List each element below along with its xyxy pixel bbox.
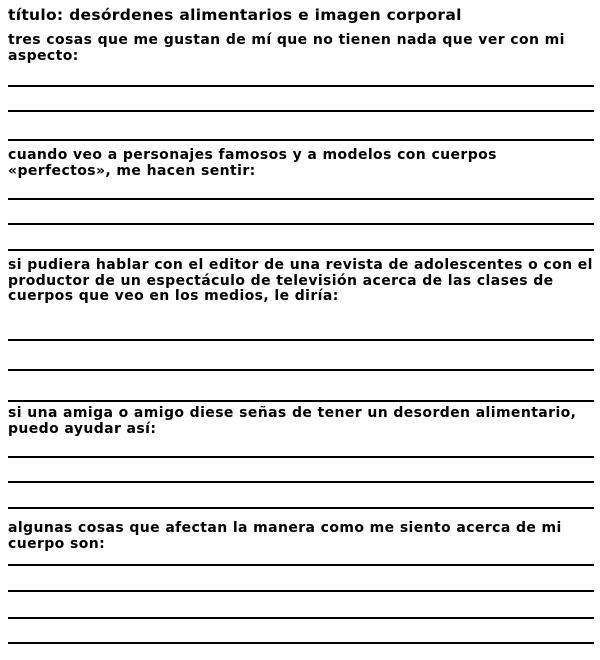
answer-line-2-2[interactable] <box>8 223 594 225</box>
prompt-2: cuando veo a personajes famosos y a modelos con cuerpos «perfectos», me hacen sentir: <box>8 147 497 179</box>
answer-line-1-2[interactable] <box>8 110 594 112</box>
prompt-5: algunas cosas que afectan la manera como me siento acerca de mi cuerpo son: <box>8 520 562 552</box>
answer-line-5-4[interactable] <box>8 642 594 644</box>
answer-line-1-3[interactable] <box>8 139 594 141</box>
answer-line-2-1[interactable] <box>8 198 594 200</box>
answer-line-1-1[interactable] <box>8 85 594 87</box>
answer-line-2-3[interactable] <box>8 249 594 251</box>
answer-line-4-1[interactable] <box>8 456 594 458</box>
answer-line-5-3[interactable] <box>8 617 594 619</box>
worksheet-title: título: desórdenes alimentarios e imagen corporal <box>8 6 462 24</box>
answer-line-3-2[interactable] <box>8 369 594 371</box>
answer-line-5-2[interactable] <box>8 590 594 592</box>
prompt-1: tres cosas que me gustan de mí que no tienen nada que ver con mi aspecto: <box>8 32 565 64</box>
answer-line-5-1[interactable] <box>8 564 594 566</box>
answer-line-4-2[interactable] <box>8 481 594 483</box>
answer-line-4-3[interactable] <box>8 507 594 509</box>
answer-line-3-1[interactable] <box>8 339 594 341</box>
prompt-4: si una amiga o amigo diese señas de tener un desorden alimentario, puedo ayudar así: <box>8 405 577 437</box>
answer-line-3-3[interactable] <box>8 400 594 402</box>
prompt-3: si pudiera hablar con el editor de una revista de adolescentes o con el productor de un espectáculo de televisión acerca de las clases de cuerpos que veo en los medios, le diría: <box>8 257 593 304</box>
